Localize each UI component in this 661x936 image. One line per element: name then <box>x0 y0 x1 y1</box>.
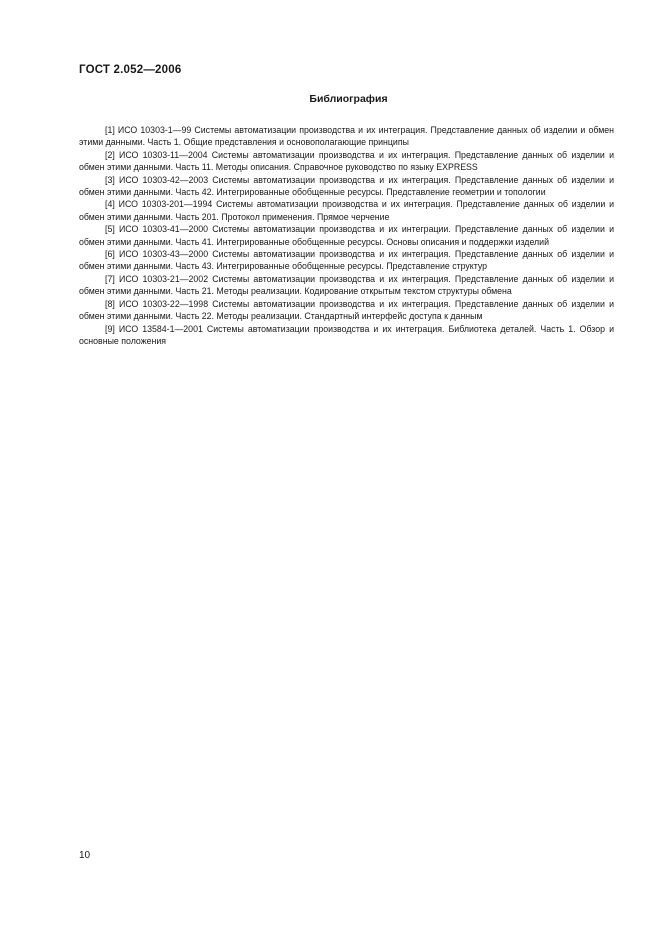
bibliography-item: [9] ИСО 13584-1—2001 Системы автоматизации производства и их интеграция. Библиотека деталей. Часть 1. Обзор и основные положения <box>79 323 614 346</box>
bibliography-item: [6] ИСО 10303-43—2000 Системы автоматизации производства и их интеграция. Представление данных об изделии и обмен этими данными. Часть 43. Интегрированные обобщенные ресурсы. Представление структур <box>79 249 614 272</box>
bibliography-item: [8] ИСО 10303-22—1998 Системы автоматизации производства и их интеграция. Представление данных об изделии и обмен этими данными. Часть 22. Методы реализации. Стандартный интерфейс доступа к данным <box>79 298 614 322</box>
bibliography-item: [2] ИСО 10303-11—2004 Системы автоматизации производства и их интеграция. Представление данных об изделии и обмен этими данными. Часть 11. Методы описания. Справочное руководство по языку EXPRESS <box>79 149 614 173</box>
bibliography-item: [1] ИСО 10303-1—99 Системы автоматизации производства и их интеграция. Представление данных об изделии и обмен этими данными. Часть 1. Общие представления и основополагающие принципы <box>79 125 614 148</box>
bibliography-item: [3] ИСО 10303-42—2003 Системы автоматизации производства и их интеграция. Представление данных об изделии и обмен этими данными. Часть 42. Интегрированные обобщенные ресурсы. Представление геометрии и топологии <box>79 174 614 198</box>
bibliography-item: [5] ИСО 10303-41—2000 Системы автоматизации производства и их интеграции. Представление данных об изделии и обмен этими данными. Часть 41. Интегрированные обобщенные ресурсы. Основы описания и поддержки изделий <box>79 224 614 247</box>
bibliography-list <box>79 124 614 347</box>
document-code: ГОСТ 2.052—2006 <box>79 64 182 76</box>
bibliography-item: [7] ИСО 10303-21—2002 Системы автоматизации производства и их интеграция. Представление данных об изделии и обмен этими данными. Часть 21. Методы реализации. Кодирование открытым текстом структуры обмена <box>79 273 614 297</box>
bibliography-title: Библиография <box>309 93 388 105</box>
page-number: 10 <box>79 850 91 861</box>
bibliography-item: [4] ИСО 10303-201—1994 Системы автоматизации производства и их интеграция. Представление данных об изделии и обмен этими данными. Часть 201. Протокол применения. Прямое черчение <box>79 199 614 222</box>
